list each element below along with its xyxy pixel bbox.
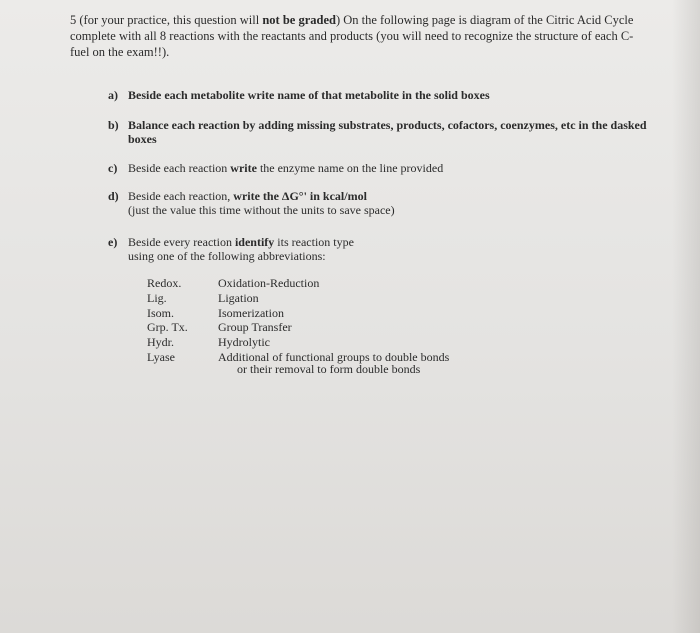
item-d-marker: d) — [108, 189, 119, 203]
item-d — [108, 189, 395, 217]
item-c-marker: c) — [108, 161, 118, 175]
item-d-line2: (just the value this time without the units to save space) — [128, 203, 395, 217]
abbreviation-meaning: Oxidation-Reduction — [218, 276, 320, 290]
abbreviation-meaning: Ligation — [218, 290, 259, 305]
intro-bold: not be graded — [262, 13, 336, 27]
item-b — [108, 118, 647, 146]
item-c-text-2: the enzyme name on the line provided — [256, 161, 444, 175]
abbreviation-meaning: Isomerization — [218, 305, 284, 320]
abbreviation-code: Hydr. — [147, 335, 174, 350]
item-b-marker: b) — [108, 118, 119, 132]
item-c-bold: write — [230, 161, 257, 175]
abbreviation-meaning: Additional of functional groups to double bonds — [218, 349, 450, 364]
item-a-text: Beside each metabolite — [128, 88, 248, 102]
item-b-line1: Balance each reaction by adding missing substrates, products, cofactors, coenzymes, etc in the dasked — [128, 118, 647, 132]
item-e-text-2: its reaction type — [274, 235, 354, 249]
intro-line-2: complete with all 8 reactions with the reactants and products (you will need to recognize the structure of each C- — [70, 29, 634, 43]
item-e-line2: using one of the following abbreviations: — [128, 249, 326, 263]
item-e-bold: identify — [234, 235, 275, 249]
abbreviation-meaning: Group Transfer — [218, 320, 292, 335]
item-a-bold: write — [247, 88, 275, 102]
abbreviation-code: Isom. — [147, 305, 174, 320]
item-e-marker: e) — [108, 235, 118, 249]
intro-line-1 — [70, 12, 640, 28]
intro-line-3: fuel on the exam!!). — [70, 45, 170, 59]
abbreviation-code: Grp. Tx. — [147, 320, 188, 335]
item-c-text: Beside each reaction — [128, 161, 231, 175]
item-d-text: Beside each reaction, — [128, 189, 234, 203]
item-a-marker: a) — [108, 88, 118, 102]
question-intro — [70, 12, 640, 60]
abbreviation-continuation: or their removal to form double bonds — [237, 362, 421, 376]
item-d-bold: write the ΔG°' in kcal/mol — [233, 189, 367, 203]
abbreviation-code: Lig. — [147, 290, 167, 305]
item-a — [108, 88, 490, 102]
abbreviation-meaning: Hydrolytic — [218, 335, 270, 350]
item-a-text-2: name of that metabolite in the solid boxes — [274, 88, 490, 102]
item-e — [108, 235, 354, 263]
item-e-text: Beside every reaction — [128, 235, 235, 249]
question-number: 5 — [70, 13, 77, 27]
intro-text-b: ) On the following page is diagram of the Citric Acid Cycle — [335, 13, 634, 27]
item-b-line2: boxes — [128, 132, 157, 146]
abbreviation-code: Lyase — [147, 349, 175, 364]
abbreviation-code: Redox. — [147, 276, 182, 290]
intro-text-a: (for your practice, this question will — [79, 13, 263, 27]
page-edge-shadow — [672, 0, 700, 633]
item-c — [108, 161, 443, 175]
